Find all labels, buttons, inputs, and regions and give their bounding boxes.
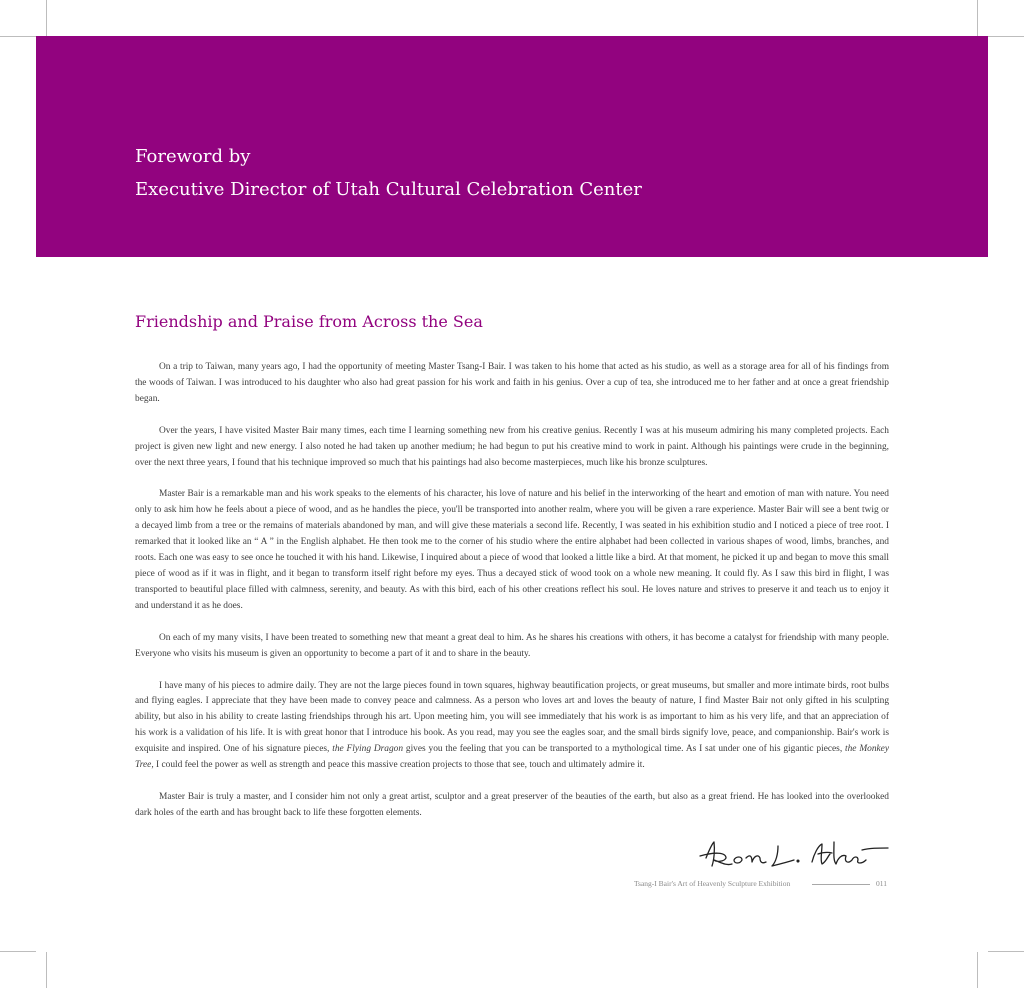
paragraph-6: Master Bair is truly a master, and I consider him not only a great artist, sculptor and a great preserver of the beauties of the earth, but also as a great friend. He has looked into the overlooked dark holes of the earth and has brought back to life these forgotten elements.	[135, 791, 889, 818]
crop-mark-bottom-right-h	[988, 951, 1024, 952]
paragraph-5-text-c: , I could feel the power as well as strength and peace this massive creation projects to those that see, touch and ultimately admire it.	[151, 760, 645, 771]
paragraph-3: Master Bair is a remarkable man and his work speaks to the elements of his character, his love of nature and his belief in the interworking of the heart and emotion of man with nature. You need only to ask him how he feels about a piece of wood, and as he handles the piece, you'll be transported into another realm, where you will be given a rare experience. Master Bair will see a bent twig or a decayed limb from a tree or the remains of materials abandoned by man, and will give these materials a second life. Recently, I was seated in his exhibition studio and I noticed a piece of tree root. I remarked that it looked like an “ A ” in the English alphabet. He then took me to the corner of his studio where the entire alphabet had been collected in various shapes of wood, limbs, branches, and roots. Each one was easy to see once he touched it with his hand. Likewise, I inquired about a piece of wood that looked a little like a bird. At that moment, he picked it up and began to move this small piece of wood as if it was in flight, and it began to transform itself right before my eyes. Thus a decayed stick of wood took on a whole new meaning. It could fly. As I saw this bird in flight, I was transported to beautiful place filled with calmness, serenity, and beauty. As with this bird, each of his other creations reflect his soul. He loves nature and strives to preserve it and teach us to enjoy it and understand it as he does.	[135, 489, 889, 611]
handwritten-signature	[696, 836, 892, 870]
crop-mark-bottom-left-h	[0, 951, 36, 952]
header-title-line-1: Foreword by	[135, 146, 251, 167]
footer-divider	[812, 884, 870, 885]
footer-book-title: Tsang-I Bair's Art of Heavenly Sculpture Exhibition	[634, 879, 791, 888]
crop-mark-bottom-left-v	[46, 952, 47, 988]
page-number: 011	[876, 879, 887, 888]
header-title-line-2: Executive Director of Utah Cultural Celebration Center	[135, 179, 642, 200]
crop-mark-top-right-v	[977, 0, 978, 36]
crop-mark-top-left-h	[0, 36, 36, 37]
paragraph-4: On each of my many visits, I have been treated to something new that meant a great deal to him. As he shares his creations with others, it has become a catalyst for friendship with many people. Everyone who visits his museum is given an opportunity to become a part of it and to share in the beauty.	[135, 632, 889, 659]
paragraph-1: On a trip to Taiwan, many years ago, I had the opportunity of meeting Master Tsang-I Bair. I was taken to his home that acted as his studio, as well as a storage area for all of his findings from the woods of Taiwan. I was introduced to his daughter who also had great passion for his work and faith in his genius. Over a cup of tea, she introduced me to her father and at once a great friendship began.	[135, 362, 889, 404]
crop-mark-top-left-v	[46, 0, 47, 36]
paragraph-5-text-a: I have many of his pieces to admire daily. They are not the large pieces found in town squares, highway beautification projects, or great museums, but smaller and more intimate birds, root bulbs and flying eagles. I appreciate that they have been made to convey peace and calmness. As a person who loves art and loves the beauty of nature, I find Master Bair not only gifted in his sculpting ability, but also in his ability to create lasting friendships through his art. Upon meeting him, you will see immediately that his work is as important to him as his very life, and that an appreciation of his work is a validation of his life. It is with great honor that I introduce his book. As you read, may you see the eagles soar, and the small birds signify love, peace, and companionship. Bair's work is exquisite and inspired. One of his signature pieces,	[135, 680, 889, 755]
section-subtitle: Friendship and Praise from Across the Sea	[135, 312, 483, 331]
crop-mark-top-right-h	[988, 36, 1024, 37]
paragraph-5-text-b: gives you the feeling that you can be transported to a mythological time. As I sat under one of his gigantic pieces,	[403, 744, 846, 755]
paragraph-2: Over the years, I have visited Master Bair many times, each time I learning something new from his creative genius. Recently I was at his museum admiring his many completed projects. Each project is given new light and new energy. I also noted he had taken up another medium; he had begun to put his creative mind to work in paint. Although his paintings were crude in the beginning, over the next three years, I found that his technique improved so much that his paintings had also become masterpieces, much like his bronze sculptures.	[135, 425, 889, 468]
crop-mark-bottom-right-v	[977, 952, 978, 988]
artwork-title-flying-dragon: the Flying Dragon	[332, 744, 404, 755]
artwork-title-monkey-tree: the Monkey Tree	[135, 744, 889, 771]
foreword-body	[135, 360, 889, 838]
paragraph-5	[135, 679, 889, 774]
